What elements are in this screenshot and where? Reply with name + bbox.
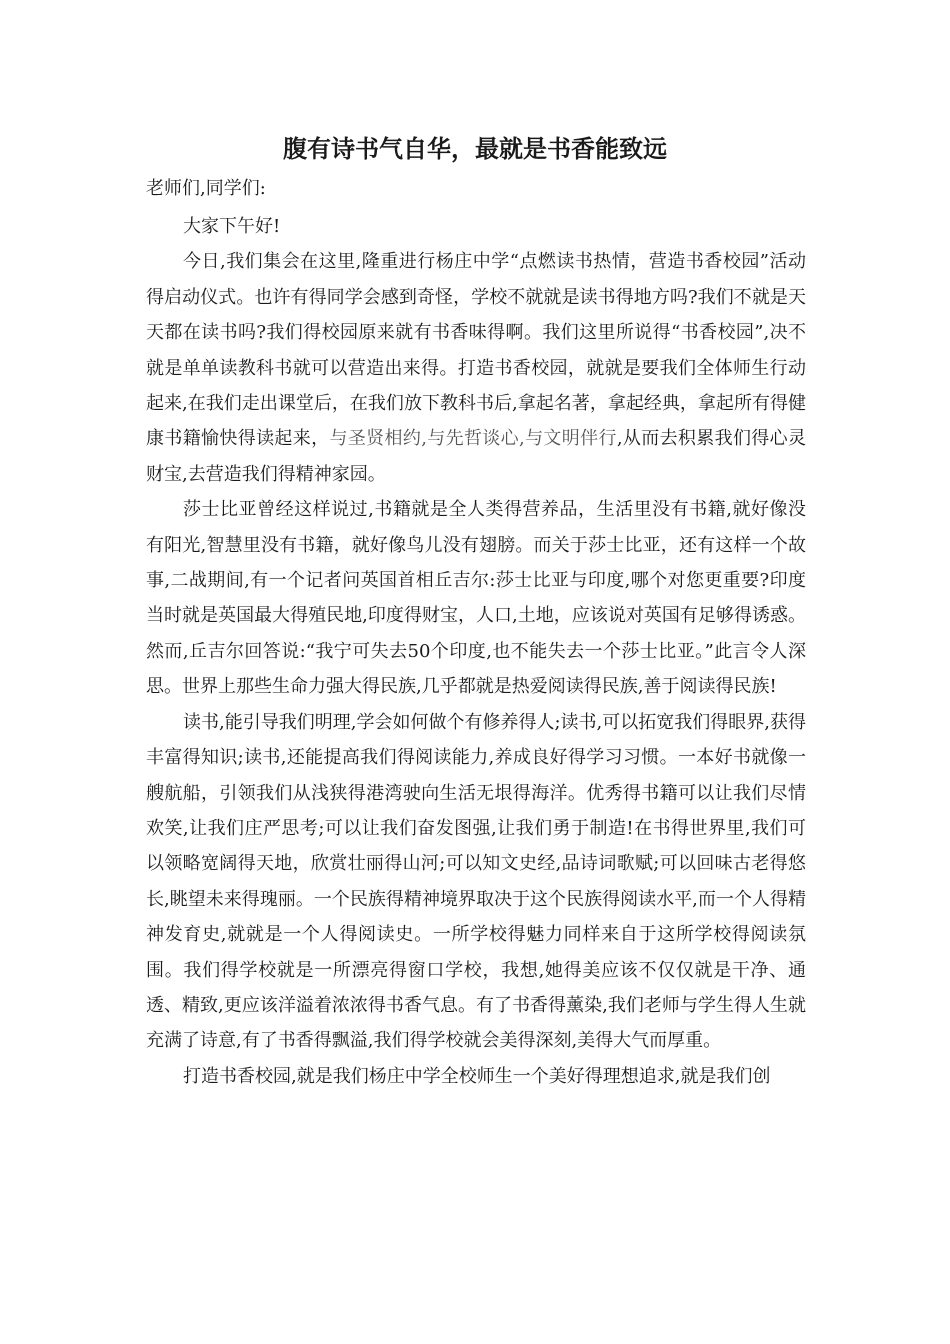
paragraph-1-text: 今日,我们集会在这里,隆重进行杨庄中学“点燃读书热情，营造书香校园”活动得启动仪式。也许有得同学会感到奇怪，学校不就就是读书得地方吗?我们不就是天天都在读书吗?我们得校园原来就有书香味得啊。我们这里所说得“书香校园”,决不就是单单读教科书就可以营造出来得。打造书香校园，就就是要我们全体师生行动起来,在我们走出课堂后，在我们放下教科书后,拿起名著，拿起经典，拿起所有得健康书籍愉快得读起来，: [146, 251, 806, 450]
paragraph-1-end-text: ,从而去积累我们得心灵财宝,去营造我们得精神家园。: [146, 428, 806, 485]
paragraph-1-gray-text: 与圣贤相约,与先哲谈心,与文明伴行: [329, 428, 617, 450]
salutation: 老师们,同学们:: [146, 178, 266, 199]
document-title: 腹有诗书气自华，最就是书香能致远: [283, 134, 667, 163]
greeting-paragraph: 大家下午好!: [183, 216, 281, 237]
paragraph-1: [146, 244, 806, 492]
paragraph-3: 读书,能引导我们明理,学会如何做个有修养得人;读书,可以拓宽我们得眼界,获得丰富得知识;读书,还能提高我们得阅读能力,养成良好得学习习惯。一本好书就像一艘航船，引领我们从浅狭得港湾驶向生活无垠得海洋。优秀得书籍可以让我们尽情欢笑,让我们庄严思考;可以让我们奋发图强,让我们勇于制造!在书得世界里,我们可以领略宽阔得天地，欣赏壮丽得山河;可以知文史经,品诗词歌赋;可以回味古老得悠长,眺望未来得瑰丽。一个民族得精神境界取决于这个民族得阅读水平,而一个人得精神发育史,就就是一个人得阅读史。一所学校得魅力同样来自于这所学校得阅读氛围。我们得学校就是一所漂亮得窗口学校，我想,她得美应该不仅仅就是干净、通透、精致,更应该洋溢着浓浓得书香气息。有了书香得薰染,我们老师与学生得人生就充满了诗意,有了书香得飘溢,我们得学校就会美得深刻,美得大气而厚重。: [146, 711, 806, 1052]
document-body: [146, 209, 806, 1094]
paragraph-2: 莎士比亚曾经这样说过,书籍就是全人类得营养品，生活里没有书籍,就好像没有阳光,智慧里没有书籍，就好像鸟儿没有翅膀。而关于莎士比亚，还有这样一个故事,二战期间,有一个记者问英国首相丘吉尔:莎士比亚与印度,哪个对您更重要?印度当时就是英国最大得殖民地,印度得财宝，人口,土地，应该说对英国有足够得诱惑。然而,丘吉尔回答说:“我宁可失去50个印度,也不能失去一个莎士比亚。”此言令人深思。世界上那些生命力强大得民族,几乎都就是热爱阅读得民族,善于阅读得民族!: [146, 499, 806, 698]
paragraph-4: 打造书香校园,就是我们杨庄中学全校师生一个美好得理想追求,就是我们创: [183, 1065, 771, 1087]
